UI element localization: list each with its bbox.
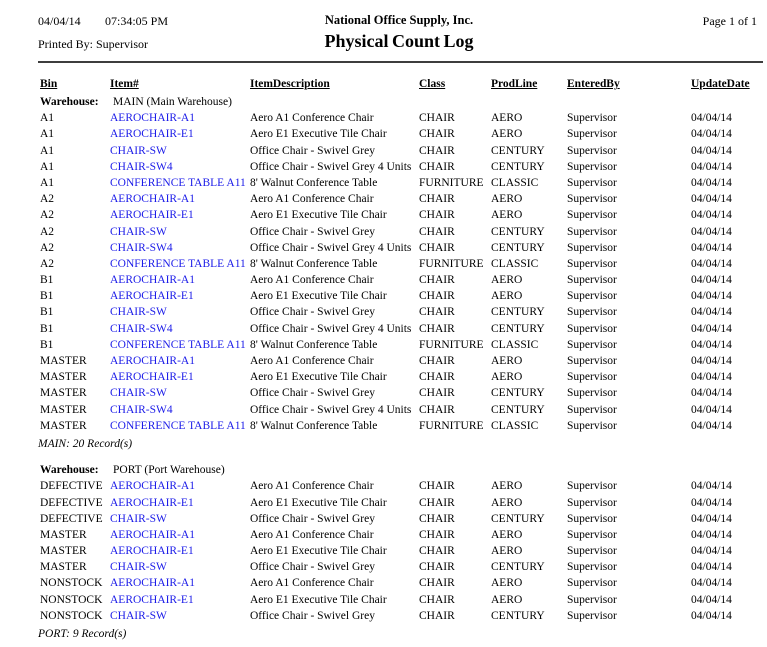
class-cell: CHAIR (419, 322, 455, 335)
updatedate-cell: 04/04/14 (691, 322, 732, 335)
prodline-cell: AERO (491, 290, 523, 303)
item-description-cell: Aero E1 Executive Tile Chair (250, 290, 387, 303)
updatedate-cell: 04/04/14 (691, 496, 732, 509)
item-number-link[interactable]: AEROCHAIR-A1 (110, 112, 195, 125)
item-description-cell: Aero E1 Executive Tile Chair (250, 128, 387, 141)
bin-cell: MASTER (40, 545, 87, 558)
bin-cell: NONSTOCK (40, 593, 103, 606)
updatedate-cell: 04/04/14 (691, 306, 732, 319)
bin-cell: A1 (40, 176, 55, 189)
prodline-cell: AERO (491, 371, 523, 384)
column-header-prodline: Prod Line (491, 78, 538, 90)
class-cell: CHAIR (419, 528, 455, 541)
enteredby-cell: Supervisor (567, 561, 617, 574)
warehouse-value: PORT (Port Warehouse) (113, 464, 225, 477)
item-number-link[interactable]: AEROCHAIR-A1 (110, 480, 195, 493)
enteredby-cell: Supervisor (567, 528, 617, 541)
prodline-cell: CENTURY (491, 403, 545, 416)
class-cell: CHAIR (419, 371, 455, 384)
updatedate-cell: 04/04/14 (691, 480, 732, 493)
item-number-link[interactable]: AEROCHAIR-A1 (110, 274, 195, 287)
item-description-cell: Aero A1 Conference Chair (250, 355, 374, 367)
updatedate-cell: 04/04/14 (691, 144, 732, 157)
enteredby-cell: Supervisor (567, 545, 617, 558)
table-row (0, 289, 767, 305)
updatedate-cell: 04/04/14 (691, 193, 732, 206)
table-row (0, 593, 767, 609)
item-description-cell: Aero A1 Conference Chair (250, 528, 374, 541)
class-cell: CHAIR (419, 193, 455, 206)
class-cell: CHAIR (419, 577, 455, 590)
item-description-cell: Office Chair - Swivel Grey 4 Units (250, 160, 412, 173)
table-row (0, 322, 767, 338)
company-name: National Office Supply, Inc. (324, 13, 474, 27)
enteredby-cell: Supervisor (567, 225, 617, 238)
updatedate-cell: 04/04/14 (691, 225, 732, 238)
bin-cell: B1 (40, 306, 54, 319)
item-description-cell: 8' Walnut Conference Table (250, 338, 378, 351)
table-row (0, 338, 767, 354)
updatedate-cell: 04/04/14 (691, 528, 732, 541)
updatedate-cell: 04/04/14 (691, 512, 732, 525)
table-row (0, 273, 767, 289)
table-row (0, 512, 767, 528)
item-description-cell: Aero A1 Conference Chair (250, 274, 374, 287)
updatedate-cell: 04/04/14 (691, 403, 732, 416)
class-cell: CHAIR (419, 609, 455, 622)
bin-cell: MASTER (40, 387, 87, 400)
prodline-cell: CENTURY (491, 387, 545, 400)
item-number-link[interactable]: AEROCHAIR-A1 (110, 528, 195, 541)
bin-cell: B1 (40, 290, 54, 303)
item-number-link[interactable]: CHAIR-SW (110, 306, 167, 319)
enteredby-cell: Supervisor (567, 306, 617, 319)
table-row (0, 609, 767, 625)
enteredby-cell: Supervisor (567, 322, 617, 335)
class-cell: CHAIR (419, 593, 455, 606)
table-row (0, 225, 767, 241)
bin-cell: MASTER (40, 403, 87, 416)
bin-cell: DEFECTIVE (40, 480, 103, 493)
warehouse-value: MAIN (Main Warehouse) (113, 96, 232, 108)
class-cell: CHAIR (419, 403, 455, 416)
bin-cell: A2 (40, 193, 55, 206)
item-description-cell: 8' Walnut Conference Table (250, 176, 378, 189)
class-cell: FURNITURE (419, 257, 484, 270)
item-description-cell: Aero E1 Executive Tile Chair (250, 593, 387, 606)
item-description-cell: 8' Walnut Conference Table (250, 257, 378, 270)
warehouse-row (0, 95, 767, 111)
class-cell: CHAIR (419, 160, 455, 173)
enteredby-cell: Supervisor (567, 160, 617, 173)
table-row (0, 354, 767, 370)
table-row (0, 160, 767, 176)
column-header-class: Class (419, 78, 446, 90)
prodline-cell: AERO (491, 193, 523, 206)
prodline-cell: AERO (491, 577, 523, 590)
class-cell: CHAIR (419, 112, 455, 125)
table-row (0, 257, 767, 273)
item-number-link[interactable]: CHAIR-SW4 (110, 403, 173, 416)
bin-cell: A2 (40, 241, 55, 254)
item-number-link[interactable]: CHAIR-SW (110, 561, 167, 574)
enteredby-cell: Supervisor (567, 112, 617, 125)
class-cell: CHAIR (419, 512, 455, 525)
table-row (0, 370, 767, 386)
bin-cell: NONSTOCK (40, 609, 103, 622)
class-cell: CHAIR (419, 225, 455, 238)
updatedate-cell: 04/04/14 (691, 338, 732, 351)
item-description-cell: Aero A1 Conference Chair (250, 577, 374, 590)
table-row (0, 127, 767, 143)
item-description-cell: 8' Walnut Conference Table (250, 419, 378, 432)
prodline-cell: CLASSIC (491, 338, 539, 351)
bin-cell: MASTER (40, 528, 87, 541)
class-cell: CHAIR (419, 496, 455, 509)
enteredby-cell: Supervisor (567, 371, 617, 384)
bin-cell: NONSTOCK (40, 577, 103, 590)
report-date: 04/04/14 (38, 14, 81, 28)
warehouse-section (0, 95, 767, 453)
item-description-cell: Aero E1 Executive Tile Chair (250, 371, 387, 384)
column-header-enteredby: Entered By (567, 78, 620, 90)
item-description-cell: Aero E1 Executive Tile Chair (250, 545, 387, 558)
item-number-link[interactable]: CHAIR-SW (110, 512, 167, 525)
item-description-cell: Office Chair - Swivel Grey (250, 306, 375, 319)
table-row (0, 111, 767, 127)
table-row (0, 305, 767, 321)
table-row (0, 192, 767, 208)
enteredby-cell: Supervisor (567, 512, 617, 525)
prodline-cell: CENTURY (491, 306, 545, 319)
item-description-cell: Office Chair - Swivel Grey 4 Units (250, 322, 412, 335)
item-number-link[interactable]: CHAIR-SW4 (110, 160, 173, 173)
updatedate-cell: 04/04/14 (691, 257, 732, 270)
enteredby-cell: Supervisor (567, 338, 617, 351)
prodline-cell: CENTURY (491, 241, 545, 254)
enteredby-cell: Supervisor (567, 274, 617, 287)
item-number-link[interactable]: AEROCHAIR-E1 (110, 290, 194, 303)
updatedate-cell: 04/04/14 (691, 160, 732, 173)
class-cell: CHAIR (419, 355, 455, 367)
table-row (0, 176, 767, 192)
enteredby-cell: Supervisor (567, 355, 617, 367)
updatedate-cell: 04/04/14 (691, 561, 732, 574)
enteredby-cell: Supervisor (567, 144, 617, 157)
column-header-row (0, 78, 767, 94)
item-description-cell: Office Chair - Swivel Grey (250, 609, 375, 622)
prodline-cell: CENTURY (491, 561, 545, 574)
table-row (0, 208, 767, 224)
table-row (0, 496, 767, 512)
enteredby-cell: Supervisor (567, 209, 617, 222)
class-cell: CHAIR (419, 209, 455, 222)
record-count-row (0, 627, 767, 643)
report-table-body (0, 95, 767, 643)
table-row (0, 403, 767, 419)
record-count: PORT: 9 Record(s) (38, 628, 127, 640)
updatedate-cell: 04/04/14 (691, 371, 732, 384)
item-number-link[interactable]: CHAIR-SW4 (110, 241, 173, 254)
prodline-cell: CLASSIC (491, 176, 539, 189)
updatedate-cell: 04/04/14 (691, 112, 732, 125)
enteredby-cell: Supervisor (567, 176, 617, 189)
prodline-cell: AERO (491, 112, 523, 125)
class-cell: CHAIR (419, 144, 455, 157)
updatedate-cell: 04/04/14 (691, 274, 732, 287)
item-description-cell: Aero A1 Conference Chair (250, 193, 374, 206)
prodline-cell: CENTURY (491, 160, 545, 173)
item-number-link[interactable]: AEROCHAIR-A1 (110, 193, 195, 206)
item-number-link[interactable]: AEROCHAIR-E1 (110, 496, 194, 509)
enteredby-cell: Supervisor (567, 593, 617, 606)
warehouse-label: Warehouse: (40, 96, 99, 108)
table-row (0, 479, 767, 495)
item-number-link[interactable]: AEROCHAIR-E1 (110, 371, 194, 384)
updatedate-cell: 04/04/14 (691, 419, 732, 432)
record-count-row (0, 437, 767, 453)
updatedate-cell: 04/04/14 (691, 545, 732, 558)
enteredby-cell: Supervisor (567, 257, 617, 270)
item-description-cell: Office Chair - Swivel Grey (250, 561, 375, 574)
header-divider (38, 61, 763, 63)
prodline-cell: CENTURY (491, 225, 545, 238)
item-description-cell: Aero A1 Conference Chair (250, 112, 374, 125)
class-cell: FURNITURE (419, 176, 484, 189)
prodline-cell: CENTURY (491, 322, 545, 335)
class-cell: FURNITURE (419, 419, 484, 432)
bin-cell: A2 (40, 225, 55, 238)
bin-cell: B1 (40, 338, 54, 351)
prodline-cell: AERO (491, 128, 523, 141)
updatedate-cell: 04/04/14 (691, 609, 732, 622)
updatedate-cell: 04/04/14 (691, 128, 732, 141)
warehouse-row (0, 463, 767, 479)
page-number: Page 1 of 1 (702, 14, 757, 28)
item-number-link[interactable]: AEROCHAIR-E1 (110, 593, 194, 606)
prodline-cell: AERO (491, 355, 523, 367)
enteredby-cell: Supervisor (567, 387, 617, 400)
table-row (0, 544, 767, 560)
prodline-cell: AERO (491, 209, 523, 222)
report-time: 07:34:05 PM (105, 14, 169, 28)
prodline-cell: AERO (491, 274, 523, 287)
item-number-link[interactable]: CONFERENCE TABLE A11 (110, 257, 246, 270)
class-cell: CHAIR (419, 561, 455, 574)
bin-cell: B1 (40, 322, 54, 335)
table-row (0, 528, 767, 544)
column-header-updatedate: Update Date (691, 78, 750, 90)
bin-cell: MASTER (40, 561, 87, 574)
item-description-cell: Office Chair - Swivel Grey (250, 387, 375, 400)
item-number-link[interactable]: CHAIR-SW4 (110, 322, 173, 335)
column-header-item: Item# (110, 78, 139, 90)
item-number-link[interactable]: AEROCHAIR-E1 (110, 209, 194, 222)
updatedate-cell: 04/04/14 (691, 176, 732, 189)
class-cell: CHAIR (419, 290, 455, 303)
table-row (0, 560, 767, 576)
bin-cell: A1 (40, 160, 55, 173)
prodline-cell: AERO (491, 496, 523, 509)
item-number-link[interactable]: CHAIR-SW (110, 225, 167, 238)
item-number-link[interactable]: CONFERENCE TABLE A11 (110, 176, 246, 189)
prodline-cell: CLASSIC (491, 257, 539, 270)
enteredby-cell: Supervisor (567, 609, 617, 622)
prodline-cell: AERO (491, 593, 523, 606)
item-description-cell: Aero E1 Executive Tile Chair (250, 209, 387, 222)
item-number-link[interactable]: AEROCHAIR-A1 (110, 577, 195, 590)
table-row (0, 419, 767, 435)
enteredby-cell: Supervisor (567, 496, 617, 509)
item-number-link[interactable]: CONFERENCE TABLE A11 (110, 338, 246, 351)
report-title: Physical Count Log (324, 31, 474, 51)
updatedate-cell: 04/04/14 (691, 577, 732, 590)
printed-by: Printed By: Supervisor (38, 37, 148, 51)
column-header-bin: Bin (40, 78, 58, 90)
item-number-link[interactable]: AEROCHAIR-E1 (110, 128, 194, 141)
bin-cell: A1 (40, 128, 55, 141)
prodline-cell: CENTURY (491, 144, 545, 157)
bin-cell: DEFECTIVE (40, 512, 103, 525)
table-row (0, 144, 767, 160)
record-count: MAIN: 20 Record(s) (38, 437, 133, 450)
class-cell: CHAIR (419, 306, 455, 319)
prodline-cell: AERO (491, 528, 523, 541)
class-cell: CHAIR (419, 545, 455, 558)
updatedate-cell: 04/04/14 (691, 387, 732, 400)
enteredby-cell: Supervisor (567, 193, 617, 206)
bin-cell: A1 (40, 112, 55, 125)
item-description-cell: Office Chair - Swivel Grey 4 Units (250, 403, 412, 416)
item-description-cell: Aero E1 Executive Tile Chair (250, 496, 387, 509)
enteredby-cell: Supervisor (567, 577, 617, 590)
updatedate-cell: 04/04/14 (691, 241, 732, 254)
bin-cell: A2 (40, 257, 55, 270)
class-cell: CHAIR (419, 480, 455, 493)
bin-cell: MASTER (40, 419, 87, 432)
prodline-cell: CENTURY (491, 512, 545, 525)
item-number-link[interactable]: CHAIR-SW (110, 144, 167, 157)
bin-cell: A2 (40, 209, 55, 222)
class-cell: CHAIR (419, 387, 455, 400)
enteredby-cell: Supervisor (567, 290, 617, 303)
enteredby-cell: Supervisor (567, 128, 617, 141)
column-header-description: Item Description (250, 78, 330, 90)
bin-cell: B1 (40, 274, 54, 287)
prodline-cell: AERO (491, 545, 523, 558)
item-number-link[interactable]: CHAIR-SW (110, 387, 167, 400)
item-description-cell: Office Chair - Swivel Grey (250, 512, 375, 525)
item-number-link[interactable]: AEROCHAIR-A1 (110, 355, 195, 367)
class-cell: CHAIR (419, 274, 455, 287)
item-number-link[interactable]: CHAIR-SW (110, 609, 167, 622)
updatedate-cell: 04/04/14 (691, 290, 732, 303)
bin-cell: A1 (40, 144, 55, 157)
updatedate-cell: 04/04/14 (691, 209, 732, 222)
class-cell: CHAIR (419, 241, 455, 254)
enteredby-cell: Supervisor (567, 419, 617, 432)
table-row (0, 241, 767, 257)
item-number-link[interactable]: CONFERENCE TABLE A11 (110, 419, 246, 432)
enteredby-cell: Supervisor (567, 241, 617, 254)
prodline-cell: AERO (491, 480, 523, 493)
table-row (0, 386, 767, 402)
bin-cell: DEFECTIVE (40, 496, 103, 509)
prodline-cell: CLASSIC (491, 419, 539, 432)
class-cell: FURNITURE (419, 338, 484, 351)
enteredby-cell: Supervisor (567, 403, 617, 416)
item-number-link[interactable]: AEROCHAIR-E1 (110, 545, 194, 558)
item-description-cell: Aero A1 Conference Chair (250, 480, 374, 493)
item-description-cell: Office Chair - Swivel Grey (250, 144, 375, 157)
table-row (0, 576, 767, 592)
warehouse-label: Warehouse: (40, 464, 99, 477)
updatedate-cell: 04/04/14 (691, 355, 732, 367)
class-cell: CHAIR (419, 128, 455, 141)
updatedate-cell: 04/04/14 (691, 593, 732, 606)
prodline-cell: CENTURY (491, 609, 545, 622)
bin-cell: MASTER (40, 371, 87, 384)
warehouse-section (0, 463, 767, 643)
item-description-cell: Office Chair - Swivel Grey 4 Units (250, 241, 412, 254)
item-description-cell: Office Chair - Swivel Grey (250, 225, 375, 238)
enteredby-cell: Supervisor (567, 480, 617, 493)
bin-cell: MASTER (40, 355, 87, 367)
